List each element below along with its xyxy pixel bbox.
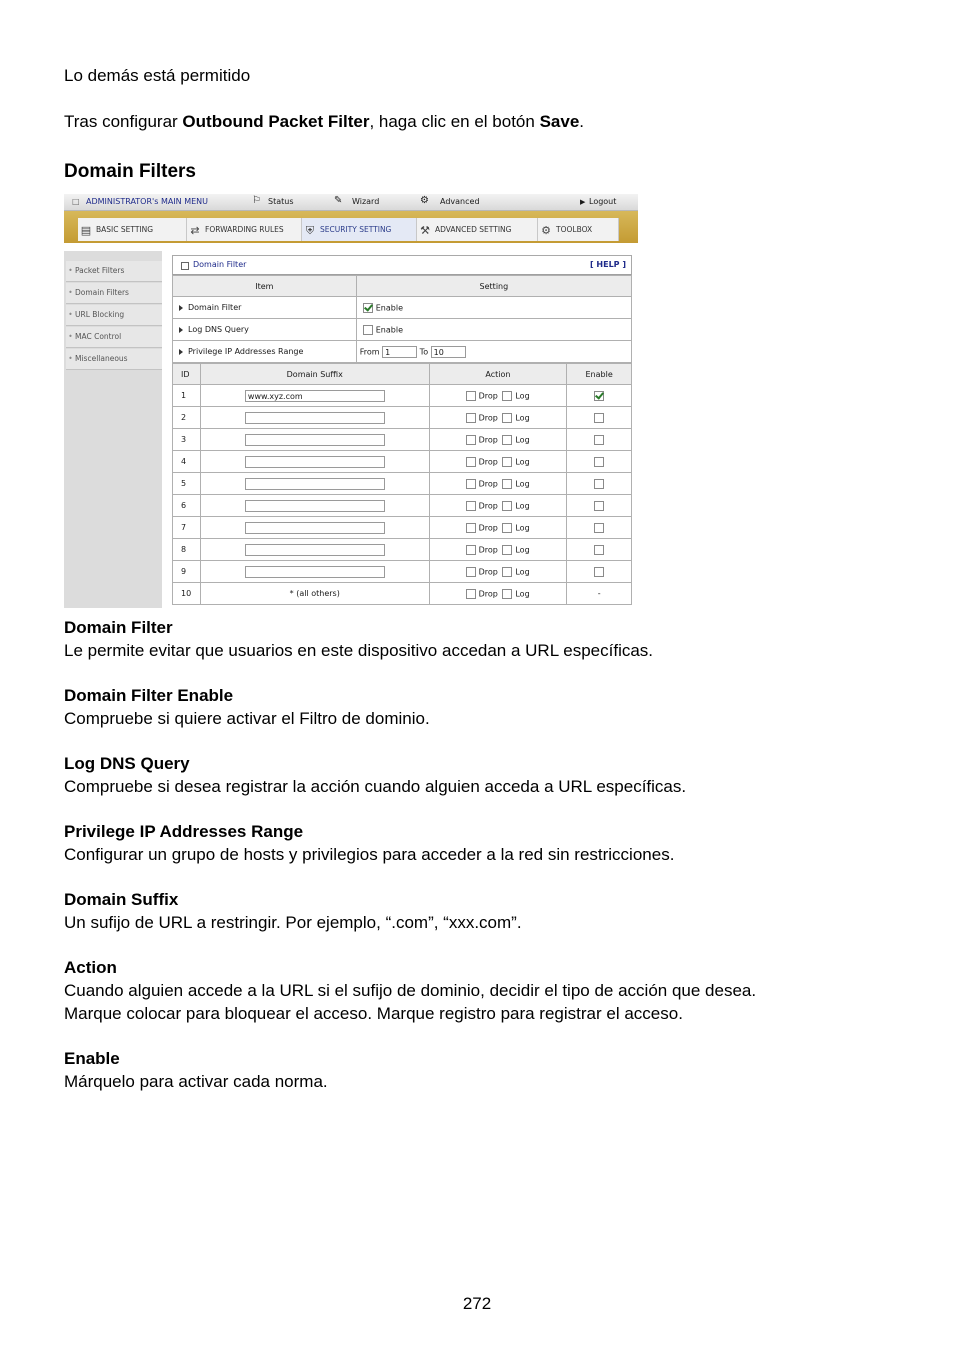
description-title: Privilege IP Addresses Range	[64, 822, 304, 841]
rule-enable-cell	[567, 539, 632, 561]
rule-enable-checkbox[interactable]	[594, 523, 604, 533]
intro-text: , haga clic en el botón	[369, 112, 540, 131]
sidebar-item-packet-filters[interactable]	[66, 261, 162, 282]
rule-enable-checkbox[interactable]	[594, 545, 604, 555]
description-text: Configurar un grupo de hosts y privilegios para acceder a la red sin restricciones.	[64, 845, 675, 864]
sidebar-item-domain-filters[interactable]	[66, 283, 162, 304]
log-checkbox[interactable]	[502, 501, 512, 511]
rule-enable-checkbox[interactable]	[594, 567, 604, 577]
rule-enable-checkbox[interactable]	[594, 457, 604, 467]
rule-suffix-cell	[200, 407, 429, 429]
drop-label: Drop	[478, 435, 498, 444]
status-link[interactable]: Status	[268, 197, 294, 206]
drop-checkbox[interactable]	[466, 479, 476, 489]
bullet-icon: •	[68, 310, 73, 319]
sidebar-item-label: Packet Filters	[75, 266, 125, 275]
rule-action-cell	[429, 561, 567, 583]
description-title: Enable	[64, 1049, 120, 1068]
log-label: Log	[515, 589, 530, 598]
table-row	[173, 451, 632, 473]
rule-suffix-all-others: * (all others)	[200, 583, 429, 605]
sidebar-item-label: Domain Filters	[75, 288, 129, 297]
help-link[interactable]: [ HELP ]	[589, 260, 626, 269]
table-row	[173, 407, 632, 429]
header-item: Item	[173, 276, 357, 297]
drop-label: Drop	[478, 567, 498, 576]
description-title: Log DNS Query	[64, 754, 190, 773]
tab-label: BASIC SETTING	[96, 225, 154, 234]
rule-suffix-cell	[200, 561, 429, 583]
drop-checkbox[interactable]	[466, 457, 476, 467]
log-checkbox[interactable]	[502, 457, 512, 467]
description-title: Action	[64, 958, 117, 977]
domain-filter-enable-label: Enable	[375, 303, 403, 312]
log-dns-enable-label: Enable	[375, 325, 403, 334]
domain-suffix-input[interactable]	[245, 412, 385, 424]
rules-header-row	[173, 364, 632, 385]
bullet-icon: •	[68, 332, 73, 341]
admin-main-menu-link[interactable]: ADMINISTRATOR's MAIN MENU	[86, 197, 208, 206]
rule-id: 7	[173, 517, 201, 539]
log-label: Log	[515, 457, 530, 466]
description-block	[64, 684, 430, 730]
log-label: Log	[515, 413, 530, 422]
drop-label: Drop	[478, 501, 498, 510]
forwarding-icon: ⇄	[190, 223, 200, 237]
table-row	[173, 561, 632, 583]
log-checkbox[interactable]	[502, 435, 512, 445]
domain-suffix-input[interactable]: www.xyz.com	[245, 390, 385, 402]
rules-body	[173, 385, 632, 583]
rule-action-cell	[429, 539, 567, 561]
intro-line-1: Lo demás está permitido	[64, 66, 251, 85]
logout-link[interactable]: Logout	[589, 197, 617, 206]
rule-action-cell	[429, 495, 567, 517]
rule-suffix-cell	[200, 517, 429, 539]
sidebar	[64, 251, 162, 608]
log-checkbox[interactable]	[502, 523, 512, 533]
description-text: Le permite evitar que usuarios en este dispositivo accedan a URL específicas.	[64, 641, 654, 660]
rule-id: 8	[173, 539, 201, 561]
rule-id: 6	[173, 495, 201, 517]
rule-suffix-cell	[200, 473, 429, 495]
description-text: Márquelo para activar cada norma.	[64, 1072, 328, 1091]
intro-text: Tras configurar	[64, 112, 183, 131]
triangle-right-icon	[179, 305, 183, 311]
log-label: Log	[515, 523, 530, 532]
drop-label: Drop	[478, 479, 498, 488]
rule-id: 5	[173, 473, 201, 495]
tab-label: TOOLBOX	[556, 225, 593, 234]
drop-label: Drop	[478, 457, 498, 466]
description-text: Compruebe si desea registrar la acción cuando alguien acceda a URL específicas.	[64, 777, 687, 796]
rule-id: 3	[173, 429, 201, 451]
from-label: From	[359, 347, 380, 356]
domain-filter-label-cell	[173, 297, 357, 319]
tab-label: ADVANCED SETTING	[435, 225, 512, 234]
rule-action-cell	[429, 517, 567, 539]
domain-suffix-input[interactable]	[245, 478, 385, 490]
tab-label: FORWARDING RULES	[205, 225, 284, 234]
drop-checkbox[interactable]	[466, 391, 476, 401]
log-label: Log	[515, 501, 530, 510]
rule-enable-checkbox[interactable]	[594, 479, 604, 489]
drop-label: Drop	[478, 589, 498, 598]
drop-checkbox[interactable]	[466, 545, 476, 555]
table-row	[173, 385, 632, 407]
header-action: Action	[429, 364, 567, 385]
log-label: Log	[515, 545, 530, 554]
top-menu-bar	[64, 194, 638, 211]
toolbox-icon: ⚙	[541, 223, 551, 237]
rule-action-cell	[429, 407, 567, 429]
description-title: Domain Suffix	[64, 890, 179, 909]
bullet-icon: •	[68, 288, 73, 297]
rule-suffix-cell	[200, 539, 429, 561]
log-dns-enable-checkbox[interactable]	[363, 325, 373, 335]
rule-id: 4	[173, 451, 201, 473]
log-label: Log	[515, 567, 530, 576]
rule-id: 9	[173, 561, 201, 583]
privilege-to-input[interactable]: 10	[431, 346, 466, 358]
log-label: Log	[515, 435, 530, 444]
tab-toolbox[interactable]	[538, 218, 619, 241]
table-row	[173, 429, 632, 451]
triangle-right-icon	[179, 349, 183, 355]
rule-suffix-cell	[200, 385, 429, 407]
advanced-icon: ⚙	[420, 195, 429, 206]
wizard-icon: ✎	[334, 195, 343, 206]
description-title: Domain Filter	[64, 618, 173, 637]
table-row	[173, 473, 632, 495]
folder-icon: ▤	[80, 223, 92, 237]
domain-filter-setting-cell	[356, 297, 631, 319]
sidebar-item-miscellaneous[interactable]	[66, 349, 162, 370]
description-block	[64, 1047, 328, 1093]
menu-square-icon: □	[72, 197, 80, 206]
log-checkbox[interactable]	[502, 545, 512, 555]
privilege-from-input[interactable]: 1	[382, 346, 417, 358]
rule-enable-cell	[567, 429, 632, 451]
rule-enable-cell	[567, 473, 632, 495]
wizard-link[interactable]: Wizard	[352, 197, 380, 206]
domain-suffix-input[interactable]	[245, 522, 385, 534]
row-log-dns-query	[173, 319, 632, 341]
security-icon: ⛨	[305, 223, 315, 237]
rule-enable-dash: -	[567, 583, 632, 605]
drop-checkbox[interactable]	[466, 501, 476, 511]
log-checkbox[interactable]	[502, 479, 512, 489]
rule-enable-checkbox[interactable]	[594, 391, 604, 401]
log-checkbox[interactable]	[502, 567, 512, 577]
table-row	[173, 517, 632, 539]
rule-id: 10	[173, 583, 201, 605]
sidebar-item-url-blocking[interactable]	[66, 305, 162, 326]
logout-arrow-icon: ▶	[580, 198, 586, 206]
domain-suffix-input[interactable]	[245, 434, 385, 446]
domain-suffix-input[interactable]	[245, 456, 385, 468]
log-label: Log	[515, 391, 530, 400]
table-row-last	[173, 583, 632, 605]
privilege-label-cell	[173, 341, 357, 363]
rule-suffix-cell	[200, 495, 429, 517]
domain-suffix-input[interactable]	[245, 566, 385, 578]
domain-filter-panel	[172, 255, 632, 608]
drop-checkbox[interactable]	[466, 589, 476, 599]
tab-security-setting[interactable]	[302, 218, 417, 241]
sidebar-item-mac-control[interactable]	[66, 327, 162, 348]
advanced-link[interactable]: Advanced	[440, 197, 480, 206]
description-block	[64, 888, 522, 934]
header-enable: Enable	[567, 364, 632, 385]
domain-filter-label: Domain Filter	[188, 303, 242, 312]
rule-enable-cell	[567, 385, 632, 407]
triangle-right-icon	[179, 327, 183, 333]
tab-basic-setting[interactable]	[78, 218, 187, 241]
header-domain-suffix: Domain Suffix	[200, 364, 429, 385]
log-dns-label-cell	[173, 319, 357, 341]
section-title: Domain Filters	[64, 161, 196, 182]
intro-bold-packet-filter: Outbound Packet Filter	[182, 112, 370, 131]
row-domain-filter	[173, 297, 632, 319]
log-dns-setting-cell	[356, 319, 631, 341]
description-text: Compruebe si quiere activar el Filtro de dominio.	[64, 709, 430, 728]
rule-enable-cell	[567, 517, 632, 539]
to-label: To	[419, 347, 429, 356]
settings-header-row	[173, 276, 632, 297]
domain-suffix-input[interactable]	[245, 500, 385, 512]
table-row	[173, 539, 632, 561]
description-title: Domain Filter Enable	[64, 686, 234, 705]
description-text: Cuando alguien accede a la URL si el sufijo de dominio, decidir el tipo de acción que desea.	[64, 981, 757, 1000]
description-block	[64, 956, 756, 1025]
rule-action-cell	[429, 473, 567, 495]
sidebar-item-label: MAC Control	[75, 332, 122, 341]
status-icon: ⚐	[252, 195, 261, 206]
rule-action-cell	[429, 429, 567, 451]
log-dns-label: Log DNS Query	[188, 325, 249, 334]
intro-line-2	[64, 112, 584, 132]
router-screenshot	[64, 194, 638, 608]
sidebar-item-label: URL Blocking	[75, 310, 125, 319]
log-checkbox[interactable]	[502, 413, 512, 423]
table-row	[173, 495, 632, 517]
description-text: Un sufijo de URL a restringir. Por ejemplo, “.com”, “xxx.com”.	[64, 913, 522, 932]
tab-advanced-setting[interactable]	[417, 218, 538, 241]
drop-label: Drop	[478, 545, 498, 554]
advanced-setting-icon: ⚒	[420, 223, 430, 237]
header-setting: Setting	[356, 276, 631, 297]
drop-label: Drop	[478, 413, 498, 422]
rule-suffix-cell	[200, 429, 429, 451]
page-number: 272	[462, 1294, 492, 1313]
drop-checkbox[interactable]	[466, 435, 476, 445]
rule-action-cell	[429, 385, 567, 407]
rule-enable-cell	[567, 451, 632, 473]
row-privilege-ip-range	[173, 341, 632, 363]
rule-enable-checkbox[interactable]	[594, 413, 604, 423]
tab-row	[78, 218, 618, 241]
sidebar-item-label: Miscellaneous	[75, 354, 128, 363]
drop-checkbox[interactable]	[466, 413, 476, 423]
drop-label: Drop	[478, 391, 498, 400]
rule-id: 2	[173, 407, 201, 429]
header-id: ID	[173, 364, 201, 385]
log-checkbox[interactable]	[502, 391, 512, 401]
drop-checkbox[interactable]	[466, 567, 476, 577]
rule-action-cell	[429, 583, 567, 605]
intro-text: .	[579, 112, 585, 131]
settings-table	[172, 275, 632, 363]
privilege-setting-cell	[356, 341, 631, 363]
description-block	[64, 616, 653, 662]
privilege-label: Privilege IP Addresses Range	[188, 347, 304, 356]
rule-id: 1	[173, 385, 201, 407]
description-text: Marque colocar para bloquear el acceso. Marque registro para registrar el acceso.	[64, 1004, 683, 1023]
rule-enable-cell	[567, 495, 632, 517]
log-label: Log	[515, 479, 530, 488]
rule-action-cell	[429, 451, 567, 473]
rule-suffix-cell	[200, 451, 429, 473]
domain-filter-enable-checkbox[interactable]	[363, 303, 373, 313]
domain-suffix-input[interactable]	[245, 544, 385, 556]
rules-table	[172, 363, 632, 605]
panel-title-bar	[172, 255, 632, 276]
panel-square-icon	[181, 262, 189, 270]
description-block	[64, 820, 674, 866]
tab-bar	[64, 211, 638, 243]
rule-enable-cell	[567, 561, 632, 583]
rule-enable-checkbox[interactable]	[594, 501, 604, 511]
bullet-icon: •	[68, 354, 73, 363]
bullet-icon: •	[68, 266, 73, 275]
drop-checkbox[interactable]	[466, 523, 476, 533]
log-checkbox[interactable]	[502, 589, 512, 599]
rule-enable-cell	[567, 407, 632, 429]
tab-forwarding-rules[interactable]	[187, 218, 302, 241]
rule-enable-checkbox[interactable]	[594, 435, 604, 445]
panel-title: Domain Filter	[193, 260, 247, 269]
description-block	[64, 752, 686, 798]
drop-label: Drop	[478, 523, 498, 532]
tab-label: SECURITY SETTING	[320, 225, 392, 234]
intro-bold-save: Save	[539, 112, 580, 131]
